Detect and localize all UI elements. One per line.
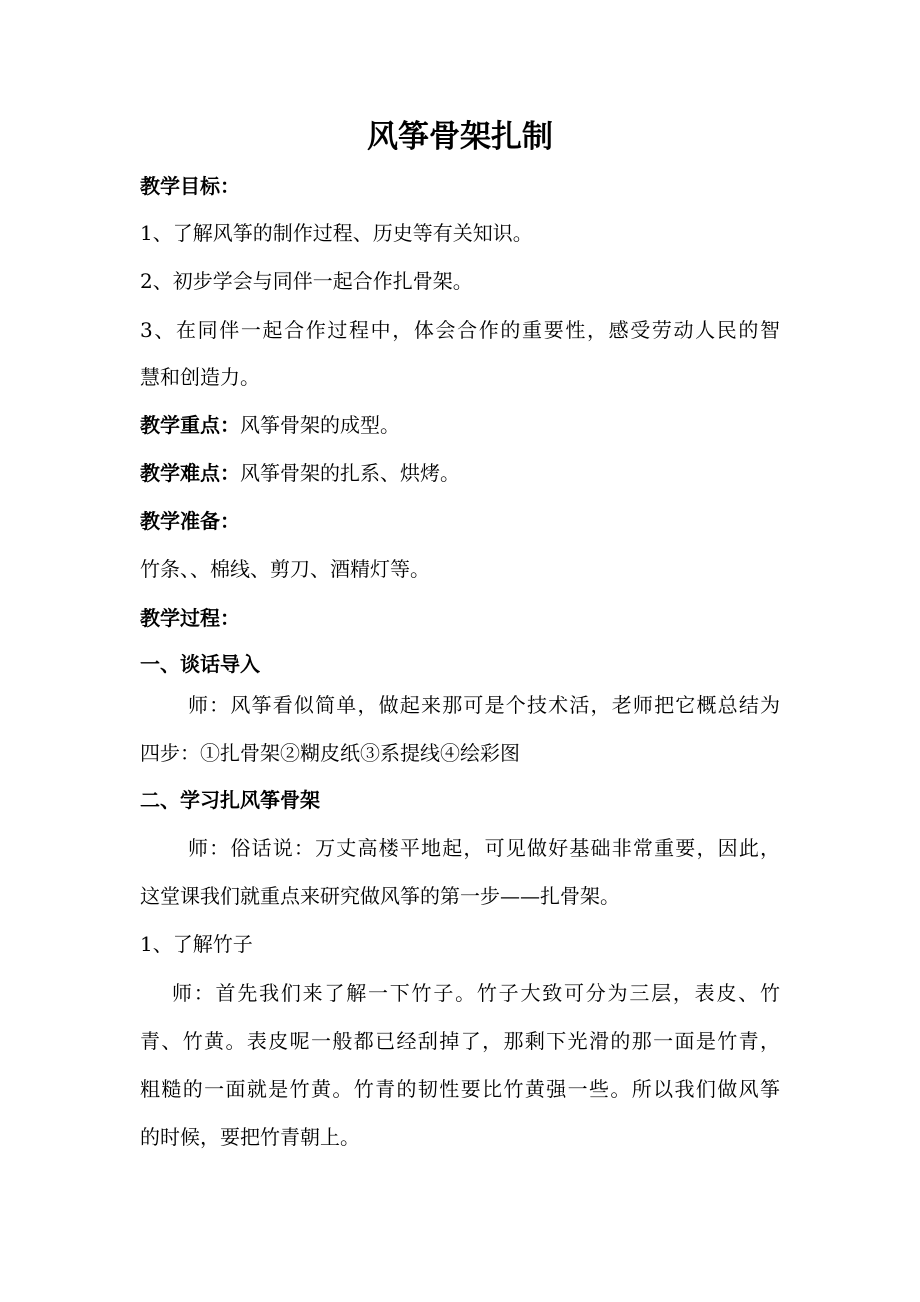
process-heading: 教学过程： — [140, 606, 240, 630]
paragraph-line-4: 的时候，要把竹青朝上。 — [140, 1125, 360, 1149]
key-point-text: 风筝骨架的成型。 — [240, 413, 400, 437]
paragraph-line-3: 粗糙的一面就是竹黄。竹青的韧性要比竹黄强一些。所以我们做风筝 — [140, 1077, 780, 1101]
objective-item-2: 2、初步学会与同伴一起合作扎骨架。 — [140, 269, 473, 293]
difficulty-label: 教学难点： — [140, 461, 240, 485]
section-1-line-2: 四步：①扎骨架②糊皮纸③系提线④绘彩图 — [140, 741, 520, 765]
objective-item-3-line-2: 慧和创造力。 — [140, 365, 260, 389]
paragraph-line-2: 青、竹黄。表皮呢一般都已经刮掉了，那剩下光滑的那一面是竹青， — [140, 1029, 780, 1053]
objectives-heading: 教学目标： — [140, 174, 240, 198]
difficulty-text: 风筝骨架的扎系、烘烤。 — [240, 461, 460, 485]
objective-item-1: 1、了解风筝的制作过程、历史等有关知识。 — [140, 221, 533, 245]
preparation-heading: 教学准备： — [140, 509, 240, 533]
section-2-line-1: 师：俗话说：万丈高楼平地起，可见做好基础非常重要，因此， — [188, 836, 780, 860]
section-2-line-2: 这堂课我们就重点来研究做风筝的第一步——扎骨架。 — [140, 884, 620, 908]
section-1-line-1: 师：风筝看似简单，做起来那可是个技术活，老师把它概总结为 — [188, 693, 780, 717]
key-point-label: 教学重点： — [140, 413, 240, 437]
paragraph-line-1: 师：首先我们来了解一下竹子。竹子大致可分为三层，表皮、竹 — [172, 981, 780, 1005]
objective-item-3-line-1: 3、在同伴一起合作过程中，体会合作的重要性，感受劳动人民的智 — [140, 318, 780, 342]
key-point — [140, 410, 400, 440]
section-1-heading: 一、谈话导入 — [140, 652, 260, 676]
preparation-text: 竹条、、棉线、剪刀、酒精灯等。 — [140, 557, 430, 581]
difficulty — [140, 458, 460, 488]
section-2-heading: 二、学习扎风筝骨架 — [140, 788, 320, 812]
document-title: 风筝骨架扎制 — [367, 119, 553, 155]
subsection-1-heading: 1、了解竹子 — [140, 932, 253, 956]
